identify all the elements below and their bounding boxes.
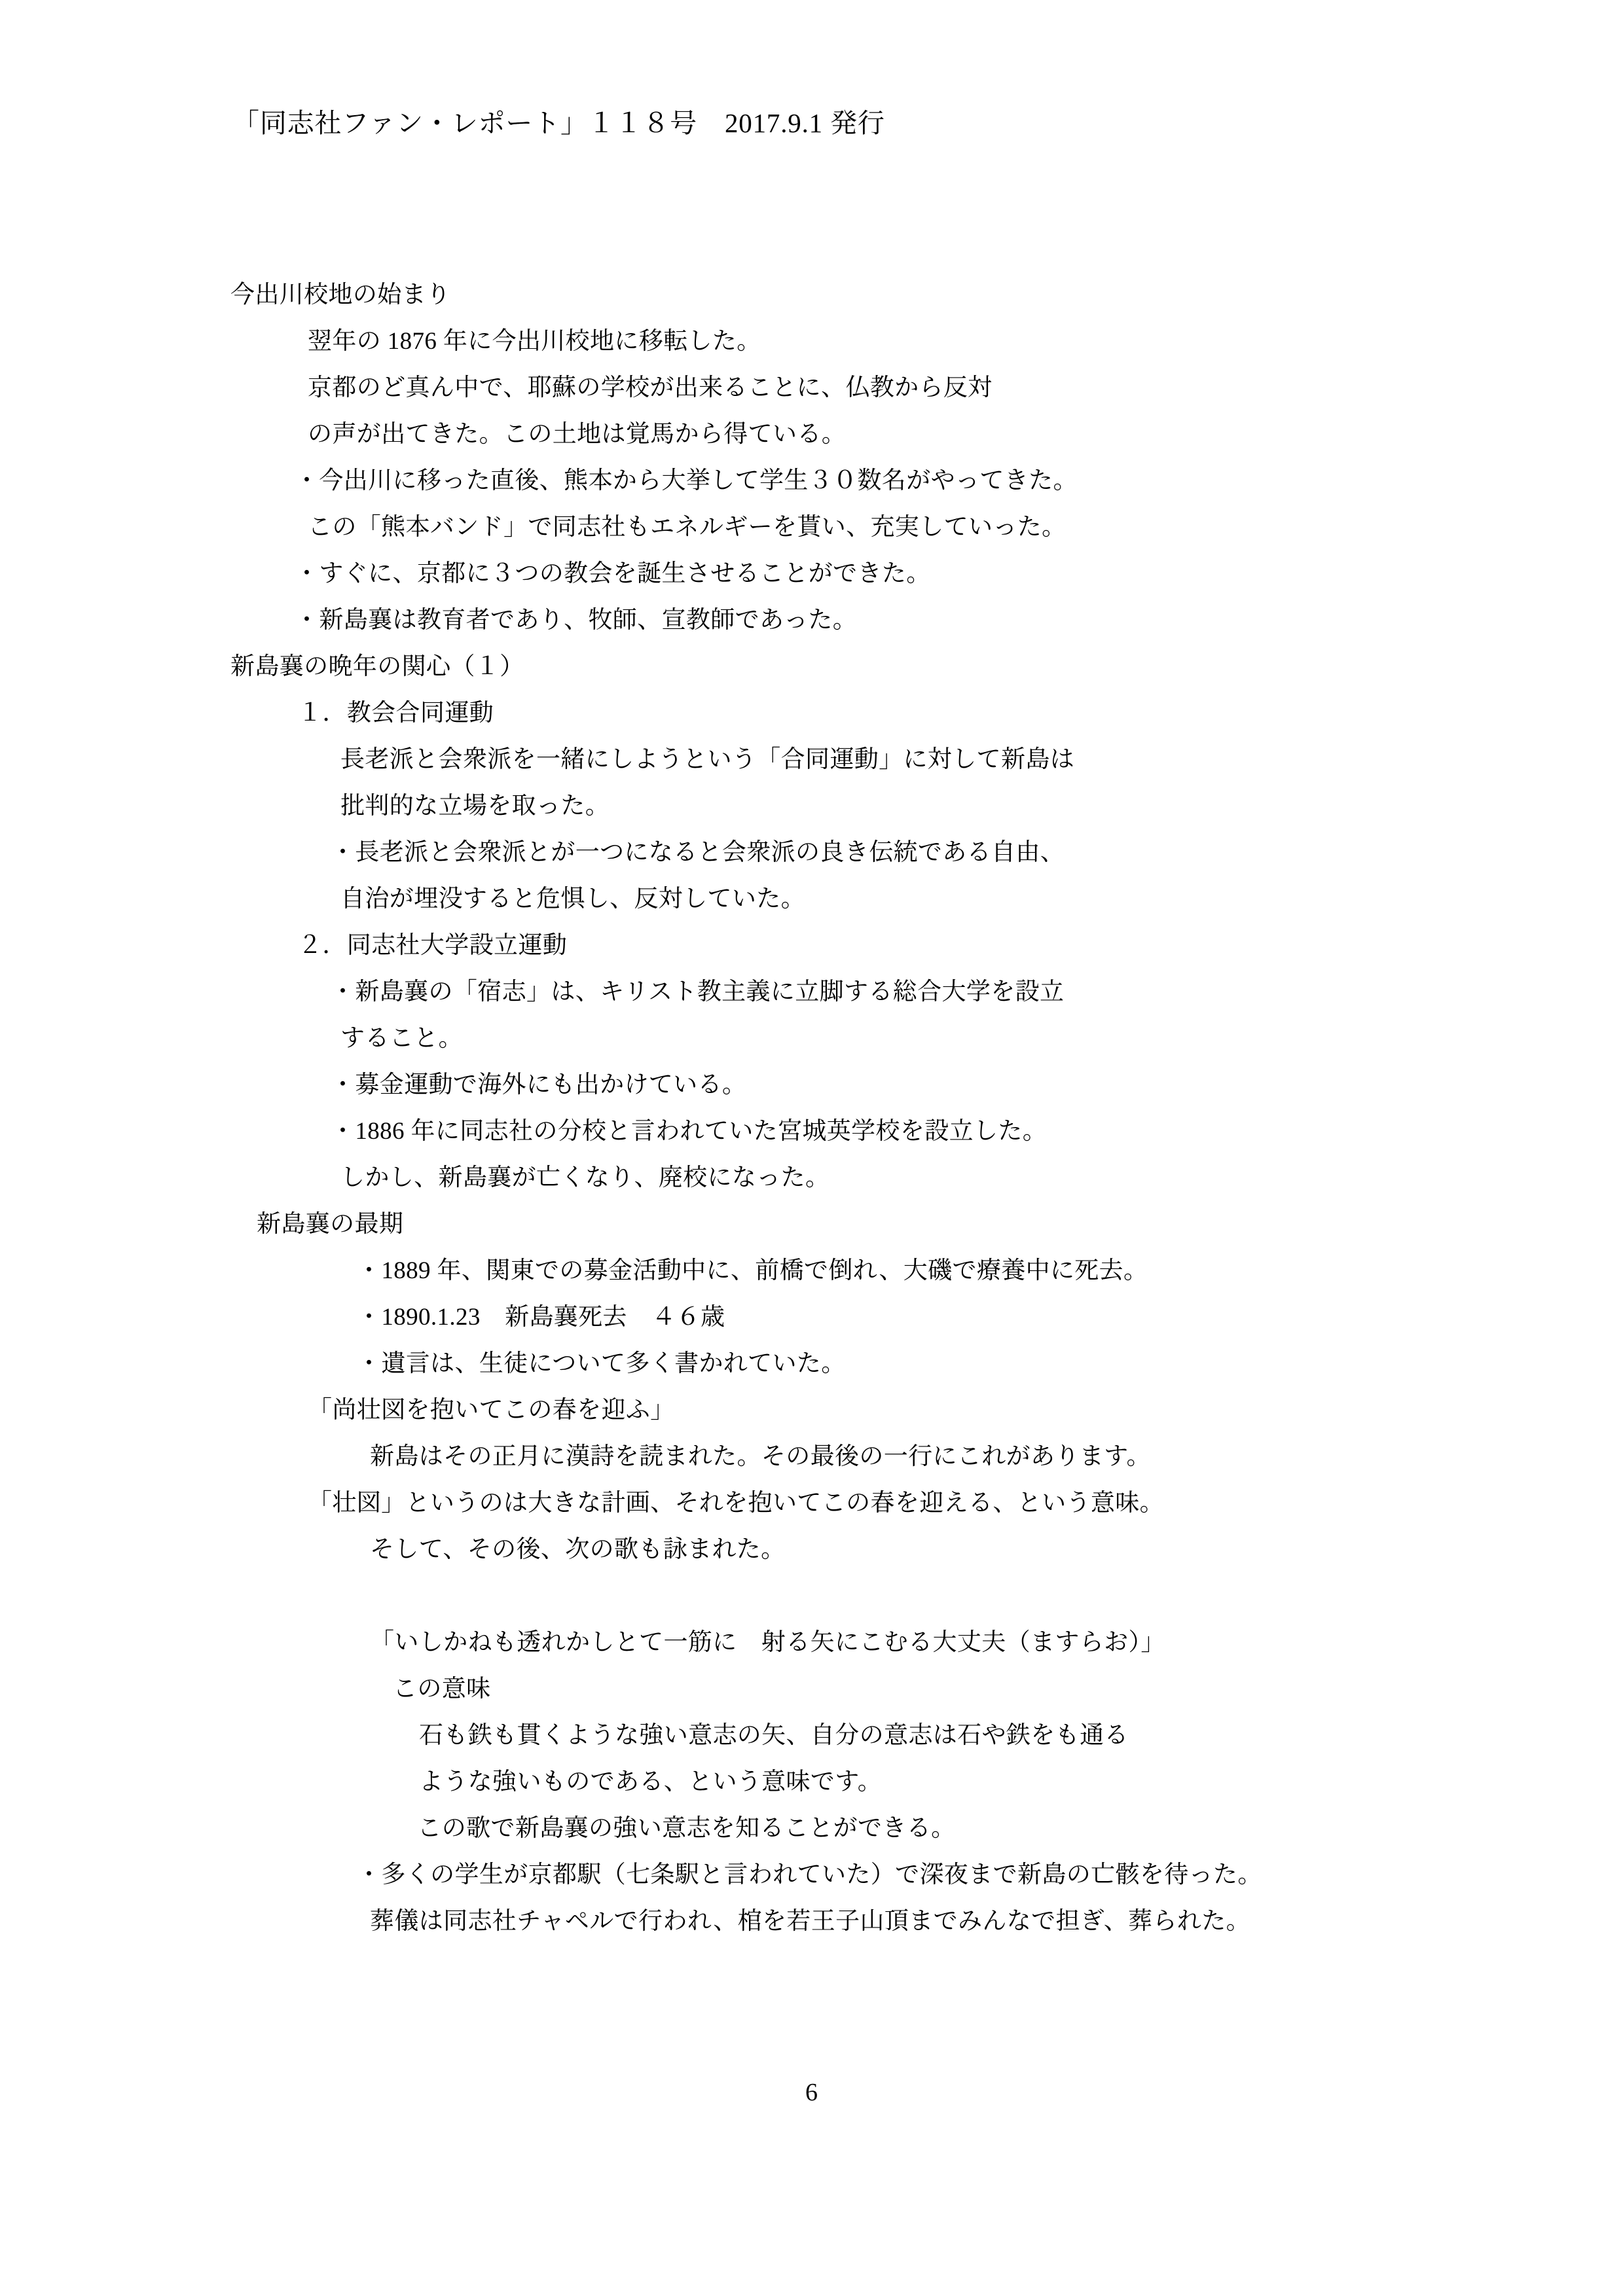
text-line: 「壮図」というのは大きな計画、それを抱いてこの春を迎える、という意味。 <box>308 1490 1164 1516</box>
text-line: 石も鉄も貫くような強い意志の矢、自分の意志は石や鉄をも通る <box>419 1722 1129 1749</box>
text-line: 京都のど真ん中で、耶蘇の学校が出来ることに、仏教から反対 <box>308 374 993 401</box>
text-line: 新島襄の晩年の関心（１） <box>230 653 524 680</box>
text-line: ・新島襄の「宿志」は、キリスト教主義に立脚する総合大学を設立 <box>331 978 1065 1005</box>
text-line: 新島襄の最期 <box>257 1211 404 1238</box>
blank-line <box>0 1573 1623 1619</box>
document-body <box>0 272 1623 1945</box>
text-line: ・すぐに、京都に３つの教会を誕生させることができた。 <box>295 560 931 587</box>
text-line: 今出川校地の始まり <box>230 281 451 308</box>
text-line: ような強いものである、という意味です。 <box>419 1768 883 1795</box>
text-line: ・遺言は、生徒について多く書かれていた。 <box>357 1350 846 1377</box>
text-line: 葬儀は同志社チャペルで行われ、棺を若王子山頂までみんなで担ぎ、葬られた。 <box>370 1908 1250 1935</box>
text-line: ・1890.1.23 新島襄死去 ４６歳 <box>357 1304 725 1331</box>
text-line: この意味 <box>393 1676 491 1702</box>
text-line: ・多くの学生が京都駅（七条駅と言われていた）で深夜まで新島の亡骸を待った。 <box>357 1861 1262 1888</box>
text-line: この歌で新島襄の強い意志を知ることができる。 <box>393 1815 956 1842</box>
text-line: ・1889 年、関東での募金活動中に、前橋で倒れ、大磯で療養中に死去。 <box>357 1257 1148 1284</box>
text-line: そして、その後、次の歌も詠まれた。 <box>370 1536 786 1563</box>
page-number: 6 <box>805 2079 818 2106</box>
text-line: すること。 <box>340 1025 463 1052</box>
text-line: ・長老派と会衆派とが一つになると会衆派の良き伝統である自由、 <box>331 839 1065 866</box>
text-line: ・1886 年に同志社の分校と言われていた宮城英学校を設立した。 <box>331 1118 1048 1145</box>
text-line: 長老派と会衆派を一緒にしようという「合同運動」に対して新島は <box>340 746 1075 773</box>
text-line: の声が出てきた。この土地は覚馬から得ている。 <box>308 421 847 448</box>
text-line: 「尚壮図を抱いてこの春を迎ふ」 <box>308 1397 675 1424</box>
text-line: しかし、新島襄が亡くなり、廃校になった。 <box>340 1164 830 1191</box>
text-line: ・新島襄は教育者であり、牧師、宣教師であった。 <box>295 607 858 634</box>
text-line: 自治が埋没すると危惧し、反対していた。 <box>340 886 806 912</box>
document-header: 「同志社ファン・レポート」１１８号 2017.9.1 発行 <box>232 108 885 138</box>
text-line: ・今出川に移った直後、熊本から大挙して学生３０数名がやってきた。 <box>295 467 1078 494</box>
text-line: この「熊本バンド」で同志社もエネルギーを貰い、充実していった。 <box>308 514 1067 541</box>
text-line: 翌年の 1876 年に今出川校地に移転した。 <box>308 328 761 355</box>
text-line: 批判的な立場を取った。 <box>340 793 610 819</box>
text-line: １．教会合同運動 <box>298 700 494 726</box>
text-line: 新島はその正月に漢詩を読まれた。その最後の一行にこれがあります。 <box>370 1443 1151 1470</box>
text-line: ２．同志社大学設立運動 <box>298 932 568 959</box>
text-line: 「いしかねも透れかしとて一筋に 射る矢にこむる大丈夫（ますらお）」 <box>370 1629 1165 1656</box>
text-line: ・募金運動で海外にも出かけている。 <box>331 1071 747 1098</box>
